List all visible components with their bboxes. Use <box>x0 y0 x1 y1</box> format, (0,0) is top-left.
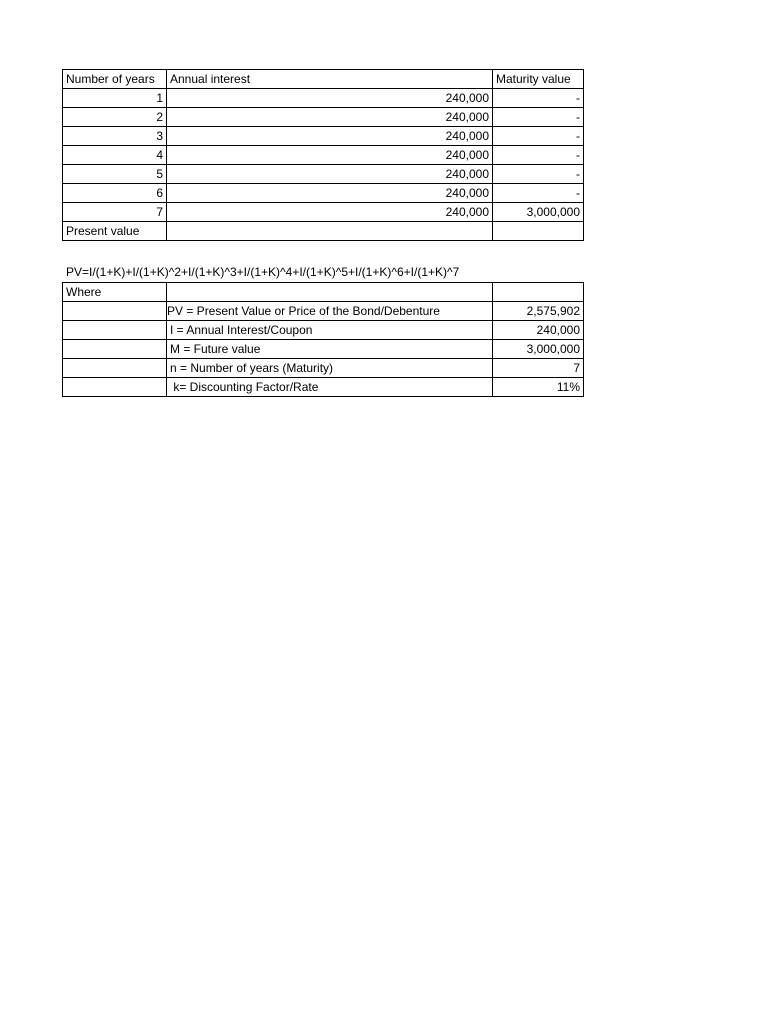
years-table <box>62 69 584 241</box>
table-row <box>63 340 584 359</box>
definition-value: 7 <box>493 359 584 378</box>
table-header-row <box>63 70 584 89</box>
definition-value: 3,000,000 <box>493 340 584 359</box>
table-row <box>63 165 584 184</box>
maturity-cell: 3,000,000 <box>493 203 584 222</box>
where-header-row <box>63 283 584 302</box>
pv-formula: PV=I/(1+K)+I/(1+K)^2+I/(1+K)^3+I/(1+K)^4+I/(1+K)^5+I/(1+K)^6+I/(1+K)^7 <box>66 265 460 279</box>
empty-cell <box>167 283 493 302</box>
year-cell: 7 <box>63 203 167 222</box>
header-number-of-years: Number of years <box>63 70 167 89</box>
year-cell: 2 <box>63 108 167 127</box>
definition-label: PV = Present Value or Price of the Bond/Debenture <box>167 302 493 321</box>
interest-cell: 240,000 <box>167 184 493 203</box>
table-row <box>63 321 584 340</box>
interest-cell: 240,000 <box>167 203 493 222</box>
table-row <box>63 203 584 222</box>
table-row <box>63 359 584 378</box>
where-label: Where <box>63 283 167 302</box>
table-row <box>63 127 584 146</box>
maturity-cell: - <box>493 89 584 108</box>
table-row <box>63 108 584 127</box>
maturity-cell: - <box>493 108 584 127</box>
present-value-label: Present value <box>63 222 167 241</box>
definition-label: k= Discounting Factor/Rate <box>167 378 493 397</box>
table-row <box>63 378 584 397</box>
header-annual-interest: Annual interest <box>167 70 493 89</box>
empty-cell <box>63 378 167 397</box>
table-row <box>63 146 584 165</box>
empty-cell <box>63 321 167 340</box>
year-cell: 6 <box>63 184 167 203</box>
definition-value: 240,000 <box>493 321 584 340</box>
definition-value: 11% <box>493 378 584 397</box>
interest-cell: 240,000 <box>167 89 493 108</box>
definition-label: n = Number of years (Maturity) <box>167 359 493 378</box>
year-cell: 1 <box>63 89 167 108</box>
header-maturity-value: Maturity value <box>493 70 584 89</box>
maturity-cell: - <box>493 146 584 165</box>
definition-label: I = Annual Interest/Coupon <box>167 321 493 340</box>
maturity-cell: - <box>493 127 584 146</box>
table-row <box>63 184 584 203</box>
interest-cell: 240,000 <box>167 127 493 146</box>
definition-label: M = Future value <box>167 340 493 359</box>
present-value-empty-cell <box>493 222 584 241</box>
year-cell: 4 <box>63 146 167 165</box>
empty-cell <box>63 340 167 359</box>
empty-cell <box>493 283 584 302</box>
present-value-empty-cell <box>167 222 493 241</box>
interest-cell: 240,000 <box>167 146 493 165</box>
empty-cell <box>63 302 167 321</box>
interest-cell: 240,000 <box>167 108 493 127</box>
interest-cell: 240,000 <box>167 165 493 184</box>
table-row <box>63 89 584 108</box>
where-table <box>62 282 584 397</box>
year-cell: 5 <box>63 165 167 184</box>
maturity-cell: - <box>493 165 584 184</box>
year-cell: 3 <box>63 127 167 146</box>
definition-value: 2,575,902 <box>493 302 584 321</box>
maturity-cell: - <box>493 184 584 203</box>
table-row <box>63 302 584 321</box>
present-value-row <box>63 222 584 241</box>
empty-cell <box>63 359 167 378</box>
